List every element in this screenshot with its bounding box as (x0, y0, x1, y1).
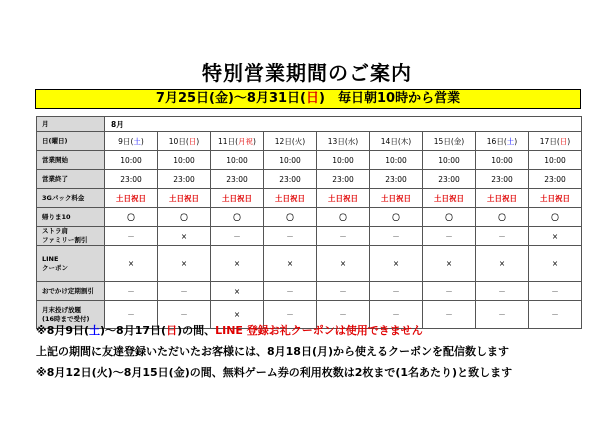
table-cell: × (158, 246, 211, 282)
day-close: ) (253, 136, 256, 146)
day-number: 16日( (486, 136, 507, 146)
table-cell: － (529, 282, 582, 301)
table-cell: 23:00 (105, 170, 158, 189)
weekday: 火 (294, 136, 303, 146)
table-cell: － (370, 301, 423, 329)
day-number: 9日( (118, 136, 134, 146)
note1-line-coupon: LINE 登録お礼クーポンは使用できません (215, 324, 423, 337)
table-cell: × (105, 246, 158, 282)
table-cell: 10:00 (105, 151, 158, 170)
table-cell: 〇 (370, 208, 423, 227)
day-close: ) (567, 136, 571, 146)
banner-period-close: ) (319, 91, 325, 106)
day-row (37, 132, 582, 151)
table-cell: － (423, 227, 476, 246)
table-cell: 23:00 (529, 170, 582, 189)
row-label: 営業終了 (37, 170, 105, 189)
table-cell: 23:00 (476, 170, 529, 189)
table-cell: 23:00 (264, 170, 317, 189)
table-cell: 〇 (264, 208, 317, 227)
month-value: 8月 (105, 117, 582, 132)
month-row (37, 117, 582, 132)
table-row (37, 189, 582, 208)
table-cell: 23:00 (370, 170, 423, 189)
note1-sat: 土 (89, 324, 101, 337)
day-header-cell (370, 132, 423, 151)
table-cell: × (529, 227, 582, 246)
day-number: 10日( (168, 136, 189, 146)
table-cell: － (105, 282, 158, 301)
table-cell: － (264, 301, 317, 329)
table-cell: × (211, 282, 264, 301)
note-line-3: ※8月12日(火)～8月15日(金)の間、無料ゲーム券の利用枚数は2枚まで(1名あたり)と致します (36, 366, 513, 379)
table-cell: 10:00 (317, 151, 370, 170)
table-cell: － (264, 282, 317, 301)
table-cell: × (529, 246, 582, 282)
table-cell: 土日祝日 (529, 189, 582, 208)
weekday: 日 (559, 136, 568, 146)
banner-hours: 毎日朝10時から営業 (324, 91, 461, 106)
row-label: 営業開始 (37, 151, 105, 170)
table-cell: × (264, 246, 317, 282)
table-row (37, 282, 582, 301)
schedule-table (36, 116, 582, 329)
table-cell: × (211, 246, 264, 282)
page-title: 特別営業期間のご案内 (202, 61, 412, 85)
month-label: 月 (37, 117, 105, 132)
day-close: ) (408, 136, 412, 146)
weekday: 金 (453, 136, 462, 146)
table-cell: － (423, 301, 476, 329)
day-label: 日(曜日) (37, 132, 105, 151)
table-cell: 10:00 (370, 151, 423, 170)
day-close: ) (140, 136, 144, 146)
day-close: ) (302, 136, 306, 146)
table-cell: － (105, 227, 158, 246)
table-cell: － (370, 282, 423, 301)
day-close: ) (355, 136, 359, 146)
banner-period-end-day: 日 (306, 91, 320, 106)
table-row (37, 227, 582, 246)
day-number: 17日( (539, 136, 560, 146)
table-cell: － (264, 227, 317, 246)
day-header-cell (476, 132, 529, 151)
table-cell: － (317, 301, 370, 329)
table-cell: － (317, 227, 370, 246)
day-header-cell (317, 132, 370, 151)
weekday: 日 (188, 136, 197, 146)
note1-part-a: ※8月9日( (36, 324, 90, 337)
day-number: 14日( (380, 136, 401, 146)
table-cell: 〇 (476, 208, 529, 227)
day-number: 11日( (218, 136, 239, 146)
table-cell: － (370, 227, 423, 246)
day-header-cell (105, 132, 158, 151)
table-cell: 10:00 (476, 151, 529, 170)
table-cell: × (158, 227, 211, 246)
table-cell: 10:00 (423, 151, 476, 170)
table-row (37, 151, 582, 170)
table-row (37, 208, 582, 227)
table-cell: － (211, 227, 264, 246)
day-header-cell (529, 132, 582, 151)
row-label: 3Gパック料金 (37, 189, 105, 208)
table-cell: － (476, 227, 529, 246)
table-cell: 土日祝日 (476, 189, 529, 208)
table-row (37, 246, 582, 282)
weekday: 土 (133, 136, 141, 146)
table-cell: 10:00 (264, 151, 317, 170)
table-cell: 23:00 (211, 170, 264, 189)
weekday: 土 (506, 136, 515, 146)
note1-part-b: )～8月17日( (100, 324, 167, 337)
table-cell: 〇 (105, 208, 158, 227)
table-cell: 土日祝日 (211, 189, 264, 208)
day-close: ) (461, 136, 465, 146)
table-cell: 23:00 (423, 170, 476, 189)
row-label: 月末投げ放題 (16時まで受付) (37, 301, 105, 329)
note-line-2: 上記の期間に友達登録いただいたお客様には、8月18日(月)から使えるクーポンを配信数します (36, 345, 510, 358)
table-cell: 土日祝日 (423, 189, 476, 208)
table-cell: － (158, 282, 211, 301)
table-cell: 土日祝日 (105, 189, 158, 208)
row-label: 帰りま10 (37, 208, 105, 227)
day-header-cell (423, 132, 476, 151)
notes (36, 320, 606, 383)
table-cell: 10:00 (529, 151, 582, 170)
table-cell: 土日祝日 (317, 189, 370, 208)
weekday: 水 (347, 136, 356, 146)
table-cell: 〇 (211, 208, 264, 227)
day-header-cell (158, 132, 211, 151)
table-cell: － (529, 301, 582, 329)
table-cell: 〇 (529, 208, 582, 227)
table-cell: 〇 (317, 208, 370, 227)
day-number: 15日( (433, 136, 454, 146)
table-cell: 23:00 (158, 170, 211, 189)
table-cell: 土日祝日 (370, 189, 423, 208)
day-close: ) (196, 136, 200, 146)
period-banner (35, 89, 581, 109)
table-cell: 10:00 (211, 151, 264, 170)
table-cell: 23:00 (317, 170, 370, 189)
day-number: 12日( (274, 136, 295, 146)
table-cell: － (317, 282, 370, 301)
row-label: おでかけ定期割引 (37, 282, 105, 301)
day-close: ) (514, 136, 518, 146)
note-line-1 (36, 320, 606, 341)
note1-part-c: )の間、 (177, 324, 216, 337)
table-cell: × (476, 246, 529, 282)
table-cell: 〇 (158, 208, 211, 227)
table-cell: 10:00 (158, 151, 211, 170)
table-cell: × (317, 246, 370, 282)
table-cell: × (423, 246, 476, 282)
table-cell: － (476, 301, 529, 329)
row-label: ストラ肩 ファミリー割引 (37, 227, 105, 246)
row-label: LINE クーポン (37, 246, 105, 282)
table-cell: － (158, 301, 211, 329)
table-cell: × (370, 246, 423, 282)
table-cell: 〇 (423, 208, 476, 227)
day-number: 13日( (327, 136, 348, 146)
table-row (37, 170, 582, 189)
table-cell: 土日祝日 (158, 189, 211, 208)
note1-sun: 日 (166, 324, 178, 337)
weekday: 木 (400, 136, 409, 146)
weekday: 月祝 (238, 136, 254, 146)
table-cell: 土日祝日 (264, 189, 317, 208)
day-header-cell (264, 132, 317, 151)
day-header-cell (211, 132, 264, 151)
table-cell: × (211, 301, 264, 329)
table-cell: － (423, 282, 476, 301)
table-cell: － (105, 301, 158, 329)
table-cell: － (476, 282, 529, 301)
banner-period-start: 7月25日(金)～8月31日( (155, 91, 307, 106)
